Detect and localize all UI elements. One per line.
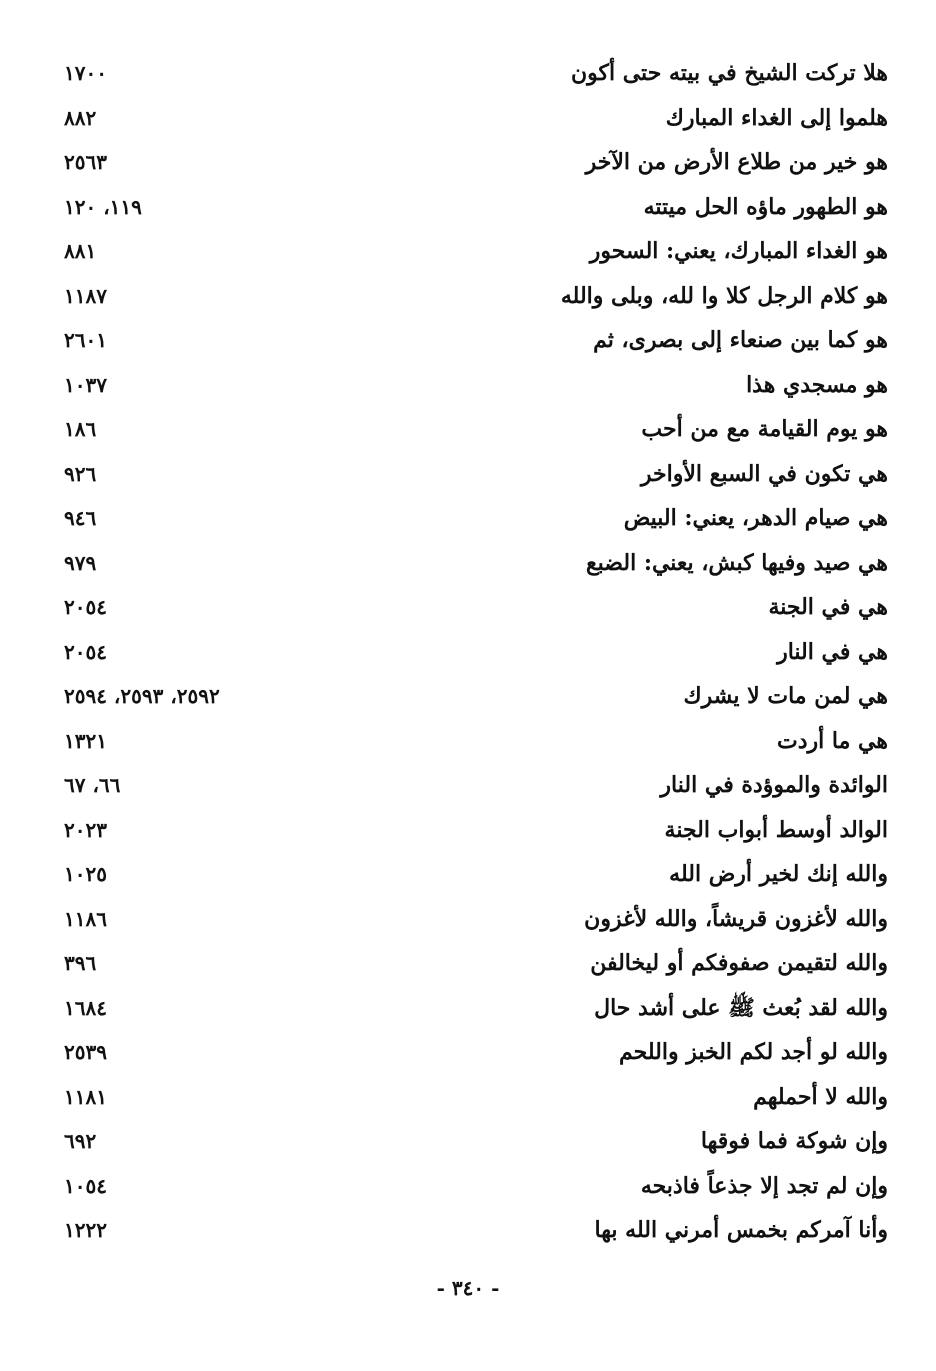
hadith-text: والله لا أحملهم bbox=[753, 1083, 888, 1110]
index-entry bbox=[60, 898, 888, 943]
index-entry bbox=[60, 453, 888, 498]
hadith-text: هو يوم القيامة مع من أحب bbox=[641, 416, 888, 442]
index-entry bbox=[60, 1209, 888, 1254]
hadith-text: والله لقد بُعث ﷺ على أشد حال bbox=[594, 994, 888, 1021]
hadith-text: والله إنك لخير أرض الله bbox=[669, 861, 888, 887]
index-entry bbox=[60, 1120, 888, 1165]
hadith-reference-number: ٢٠٥٤ bbox=[64, 595, 107, 619]
hadith-reference-number: ٢٥٣٩ bbox=[64, 1040, 107, 1064]
hadith-text: والله لو أجد لكم الخبز واللحم bbox=[619, 1039, 888, 1065]
hadith-text: هو الطهور ماؤه الحل ميتته bbox=[643, 193, 888, 220]
index-entry bbox=[60, 141, 888, 186]
hadith-reference-number: ١٣٢١ bbox=[64, 728, 107, 753]
hadith-text: هي تكون في السبع الأواخر bbox=[640, 460, 888, 487]
hadith-reference-number: ٩٧٩ bbox=[64, 550, 97, 575]
hadith-index-list bbox=[60, 52, 888, 1254]
index-entry bbox=[60, 542, 888, 587]
hadith-reference-number: ١٠٢٥ bbox=[64, 862, 107, 886]
hadith-text: هي لمن مات لا يشرك bbox=[683, 683, 888, 709]
index-entry bbox=[60, 364, 888, 409]
index-entry bbox=[60, 1031, 888, 1076]
hadith-text: هو كما بين صنعاء إلى بصرى، ثم bbox=[593, 327, 888, 353]
hadith-text: هي ما أردت bbox=[777, 727, 888, 754]
hadith-text: هو مسجدي هذا bbox=[746, 371, 888, 398]
hadith-reference-number: ١١٨١ bbox=[64, 1084, 107, 1109]
hadith-text: هلا تركت الشيخ في بيته حتى أكون bbox=[570, 60, 888, 86]
index-entry bbox=[60, 809, 888, 854]
hadith-reference-number: ١٧٠٠ bbox=[64, 61, 107, 85]
hadith-text: هلموا إلى الغداء المبارك bbox=[665, 104, 888, 131]
hadith-reference-number: ١١٨٧ bbox=[64, 283, 107, 308]
hadith-reference-number: ١٠٣٧ bbox=[64, 372, 107, 397]
hadith-text: والله لأغزون قريشاً، والله لأغزون bbox=[584, 905, 888, 932]
hadith-reference-number: ٢٥٩٢، ٢٥٩٣، ٢٥٩٤ bbox=[64, 684, 220, 708]
index-entry bbox=[60, 97, 888, 142]
hadith-reference-number: ١٢٢٢ bbox=[64, 1218, 107, 1242]
hadith-reference-number: ٢٦٠١ bbox=[64, 328, 107, 352]
hadith-text: وإن لم تجد إلا جذعاً فاذبحه bbox=[640, 1172, 888, 1199]
index-entry bbox=[60, 275, 888, 320]
index-entry bbox=[60, 675, 888, 720]
index-entry bbox=[60, 987, 888, 1032]
index-entry bbox=[60, 631, 888, 676]
hadith-reference-number: ٦٩٢ bbox=[64, 1129, 97, 1153]
index-entry bbox=[60, 586, 888, 631]
hadith-reference-number: ١٦٨٤ bbox=[64, 995, 107, 1020]
hadith-reference-number: ٢٥٦٣ bbox=[64, 150, 107, 174]
hadith-text: وإن شوكة فما فوقها bbox=[700, 1128, 888, 1154]
index-entry bbox=[60, 1076, 888, 1121]
hadith-reference-number: ٨٨١ bbox=[64, 239, 97, 263]
hadith-reference-number: ٢٠٥٤ bbox=[64, 639, 107, 664]
hadith-text: هي صيد وفيها كبش، يعني: الضبع bbox=[585, 549, 888, 576]
hadith-text: هو خير من طلاع الأرض من الآخر bbox=[585, 149, 888, 175]
index-entry bbox=[60, 942, 888, 987]
hadith-reference-number: ٩٤٦ bbox=[64, 506, 97, 530]
hadith-text: وأنا آمركم بخمس أمرني الله بها bbox=[594, 1217, 888, 1243]
index-entry bbox=[60, 52, 888, 97]
hadith-text: هي في الجنة bbox=[768, 594, 888, 620]
hadith-reference-number: ٦٦، ٦٧ bbox=[64, 773, 121, 797]
hadith-text: والله لتقيمن صفوفكم أو ليخالفن bbox=[590, 950, 888, 976]
hadith-text: هي صيام الدهر، يعني: البيض bbox=[623, 505, 888, 531]
index-entry bbox=[60, 853, 888, 898]
index-entry bbox=[60, 319, 888, 364]
hadith-text: هو الغداء المبارك، يعني: السحور bbox=[589, 238, 888, 264]
page-number: - ٣٤٠ - bbox=[436, 1276, 500, 1300]
hadith-text: هي في النار bbox=[777, 638, 888, 665]
index-entry bbox=[60, 1165, 888, 1210]
hadith-text: الوالد أوسط أبواب الجنة bbox=[664, 816, 888, 843]
hadith-reference-number: ٨٨٢ bbox=[64, 105, 97, 130]
hadith-text: الوائدة والموؤدة في النار bbox=[660, 772, 888, 798]
hadith-reference-number: ١٠٥٤ bbox=[64, 1173, 107, 1198]
hadith-reference-number: ١٨٦ bbox=[64, 417, 97, 441]
hadith-reference-number: ١١٨٦ bbox=[64, 906, 107, 931]
index-entry bbox=[60, 720, 888, 765]
hadith-reference-number: ١١٩، ١٢٠ bbox=[64, 194, 142, 219]
hadith-text: هو كلام الرجل كلا وا لله، وبلى والله bbox=[560, 282, 888, 309]
index-entry bbox=[60, 230, 888, 275]
index-entry bbox=[60, 764, 888, 809]
hadith-reference-number: ٣٩٦ bbox=[64, 951, 97, 975]
hadith-reference-number: ٢٠٢٣ bbox=[64, 817, 107, 842]
hadith-reference-number: ٩٢٦ bbox=[64, 461, 97, 486]
index-entry bbox=[60, 186, 888, 231]
index-entry bbox=[60, 497, 888, 542]
index-entry bbox=[60, 408, 888, 453]
